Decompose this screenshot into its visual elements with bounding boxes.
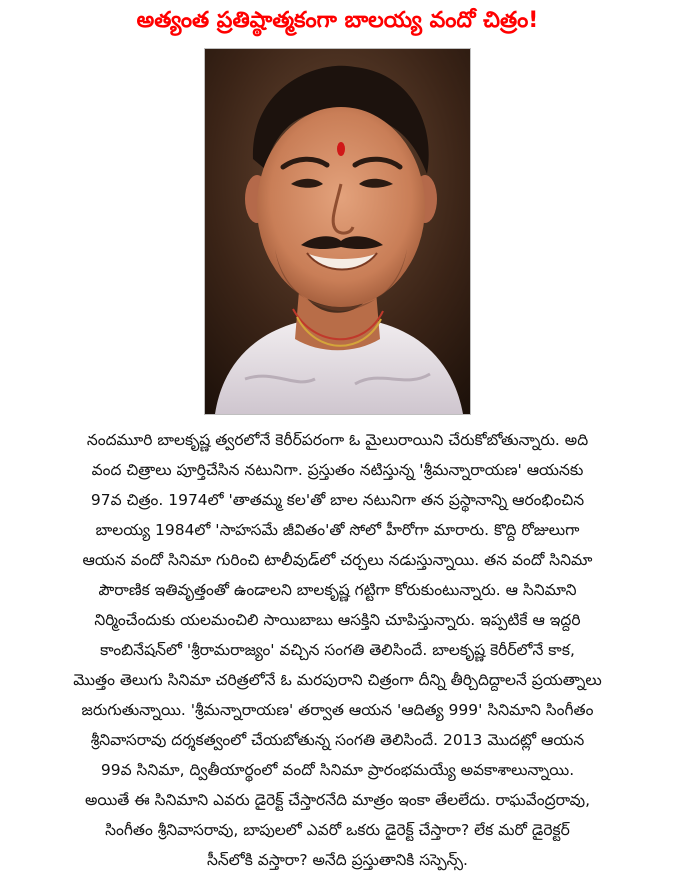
article-line: జరుగుతున్నాయి. 'శ్రీమన్నారాయణ' తర్వాత ఆయన 'ఆదిత్య 999' సినిమాని సింగీతం	[81, 701, 594, 719]
article-line: సీన్‌లోకి వస్తారా? అనేది ప్రస్తుతానికి సస్పెన్స్.	[207, 851, 468, 869]
article-line: పౌరాణిక ఇతివృత్తంతో ఉండాలని బాలకృష్ణ గట్టిగా కోరుకుంటున్నారు. ఆ సినిమాని	[98, 581, 577, 599]
article-line: నిర్మించేందుకు యలమంచిలి సాయిబాబు ఆసక్తిని చూపిస్తున్నారు. ఇప్పటికే ఆ ఇద్దరి	[94, 611, 581, 629]
article-line: సింగీతం శ్రీనివాసరావు, బాపులలో ఎవరో ఒకరు డైరెక్ట్ చేస్తారా? లేక మరో డైరెక్టర్	[105, 821, 570, 839]
headline: అత్యంత ప్రతిష్ఠాత్మకంగా బాలయ్య వందో చిత్రం!	[136, 8, 539, 33]
article-line: కాంబినేషన్‌లో 'శ్రీరామరాజ్యం' వచ్చిన సంగతి తెలిసిందే. బాలకృష్ణ కెరీర్‌లోనే కాక,	[100, 641, 575, 659]
actor-photo	[204, 48, 471, 415]
article-line: నందమూరి బాలకృష్ణ త్వరలోనే కెరీర్‌పరంగా ఓ మైలురాయిని చేరుకోబోతున్నారు. అది	[86, 431, 589, 449]
article-body	[0, 425, 675, 875]
article-line: ఆయన వందో సినిమా గురించి టాలీవుడ్‌లో చర్చలు నడుస్తున్నాయి. తన వందో సినిమా	[82, 551, 593, 569]
article-line: వంద చిత్రాలు పూర్తిచేసిన నటునిగా. ప్రస్తుతం నటిస్తున్న 'శ్రీమన్నారాయణ' ఆయనకు	[91, 461, 584, 479]
article-line: శ్రీనివాసరావు దర్శకత్వంలో చేయబోతున్న సంగతి తెలిసిందే. 2013 మొదట్లో ఆయన	[90, 731, 585, 749]
article-line: బాలయ్య 1984లో 'సాహసమే జీవితం'తో సోలో హీరోగా మారారు. కొద్ది రోజులుగా	[95, 521, 580, 539]
article-line: మొత్తం తెలుగు సినిమా చరిత్రలోనే ఓ మరపురాని చిత్రంగా దీన్ని తీర్చిదిద్దాలనే ప్రయత్నాలు	[73, 671, 602, 689]
article-line: 97వ చిత్రం. 1974లో 'తాతమ్మ కల'తో బాల నటునిగా తన ప్రస్థానాన్ని ఆరంభించిన	[90, 491, 585, 509]
article-line: అయితే ఈ సినిమాని ఎవరు డైరెక్ట్ చేస్తారనేది మాత్రం ఇంకా తేలలేదు. రాఘవేంద్రరావు,	[84, 791, 591, 809]
article-line: 99వ సినిమా, ద్వితీయార్థంలో వందో సినిమా ప్రారంభమయ్యే అవకాశాలున్నాయి.	[100, 761, 575, 779]
